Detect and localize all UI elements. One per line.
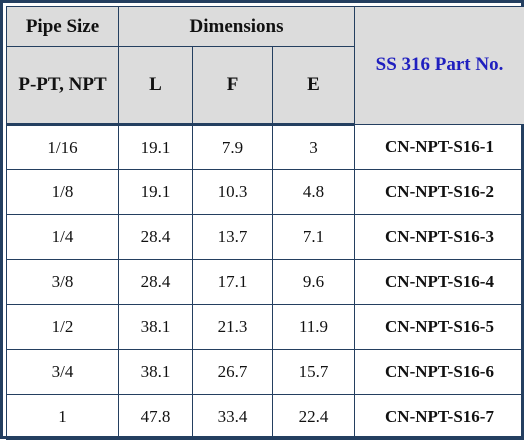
- cell-size: 3/4: [7, 350, 119, 395]
- cell-e: 4.8: [273, 170, 355, 215]
- cell-l: 38.1: [119, 350, 193, 395]
- cell-part-no: CN-NPT-S16-2: [355, 170, 524, 215]
- cell-part-no: CN-NPT-S16-5: [355, 305, 524, 350]
- cell-f: 21.3: [193, 305, 273, 350]
- cell-size: 1/16: [7, 125, 119, 170]
- cell-l: 19.1: [119, 125, 193, 170]
- cell-size: 1/2: [7, 305, 119, 350]
- cell-part-no: CN-NPT-S16-3: [355, 215, 524, 260]
- table-row: [7, 305, 524, 350]
- cell-size: 1/4: [7, 215, 119, 260]
- dimensions-table: [6, 6, 524, 440]
- cell-l: 47.8: [119, 395, 193, 440]
- cell-f: 10.3: [193, 170, 273, 215]
- cell-part-no: CN-NPT-S16-4: [355, 260, 524, 305]
- table-row: [7, 350, 524, 395]
- cell-e: 3: [273, 125, 355, 170]
- cell-l: 28.4: [119, 215, 193, 260]
- table-row: [7, 170, 524, 215]
- table-row: [7, 125, 524, 170]
- header-col-e: E: [273, 47, 355, 125]
- cell-size: 3/8: [7, 260, 119, 305]
- table-row: [7, 260, 524, 305]
- cell-size: 1: [7, 395, 119, 440]
- cell-l: 28.4: [119, 260, 193, 305]
- header-thread-type: P-PT, NPT: [7, 47, 119, 125]
- header-part-no: SS 316 Part No.: [355, 7, 524, 125]
- cell-f: 7.9: [193, 125, 273, 170]
- cell-f: 17.1: [193, 260, 273, 305]
- cell-f: 13.7: [193, 215, 273, 260]
- cell-part-no: CN-NPT-S16-1: [355, 125, 524, 170]
- cell-e: 15.7: [273, 350, 355, 395]
- cell-f: 26.7: [193, 350, 273, 395]
- cell-e: 22.4: [273, 395, 355, 440]
- cell-e: 7.1: [273, 215, 355, 260]
- cell-e: 9.6: [273, 260, 355, 305]
- cell-l: 38.1: [119, 305, 193, 350]
- cell-l: 19.1: [119, 170, 193, 215]
- cell-size: 1/8: [7, 170, 119, 215]
- cell-f: 33.4: [193, 395, 273, 440]
- header-col-l: L: [119, 47, 193, 125]
- header-col-f: F: [193, 47, 273, 125]
- table-row: [7, 395, 524, 440]
- header-pipe-size: Pipe Size: [7, 7, 119, 47]
- header-dimensions: Dimensions: [119, 7, 355, 47]
- table-row: [7, 215, 524, 260]
- cell-part-no: CN-NPT-S16-6: [355, 350, 524, 395]
- cell-e: 11.9: [273, 305, 355, 350]
- cell-part-no: CN-NPT-S16-7: [355, 395, 524, 440]
